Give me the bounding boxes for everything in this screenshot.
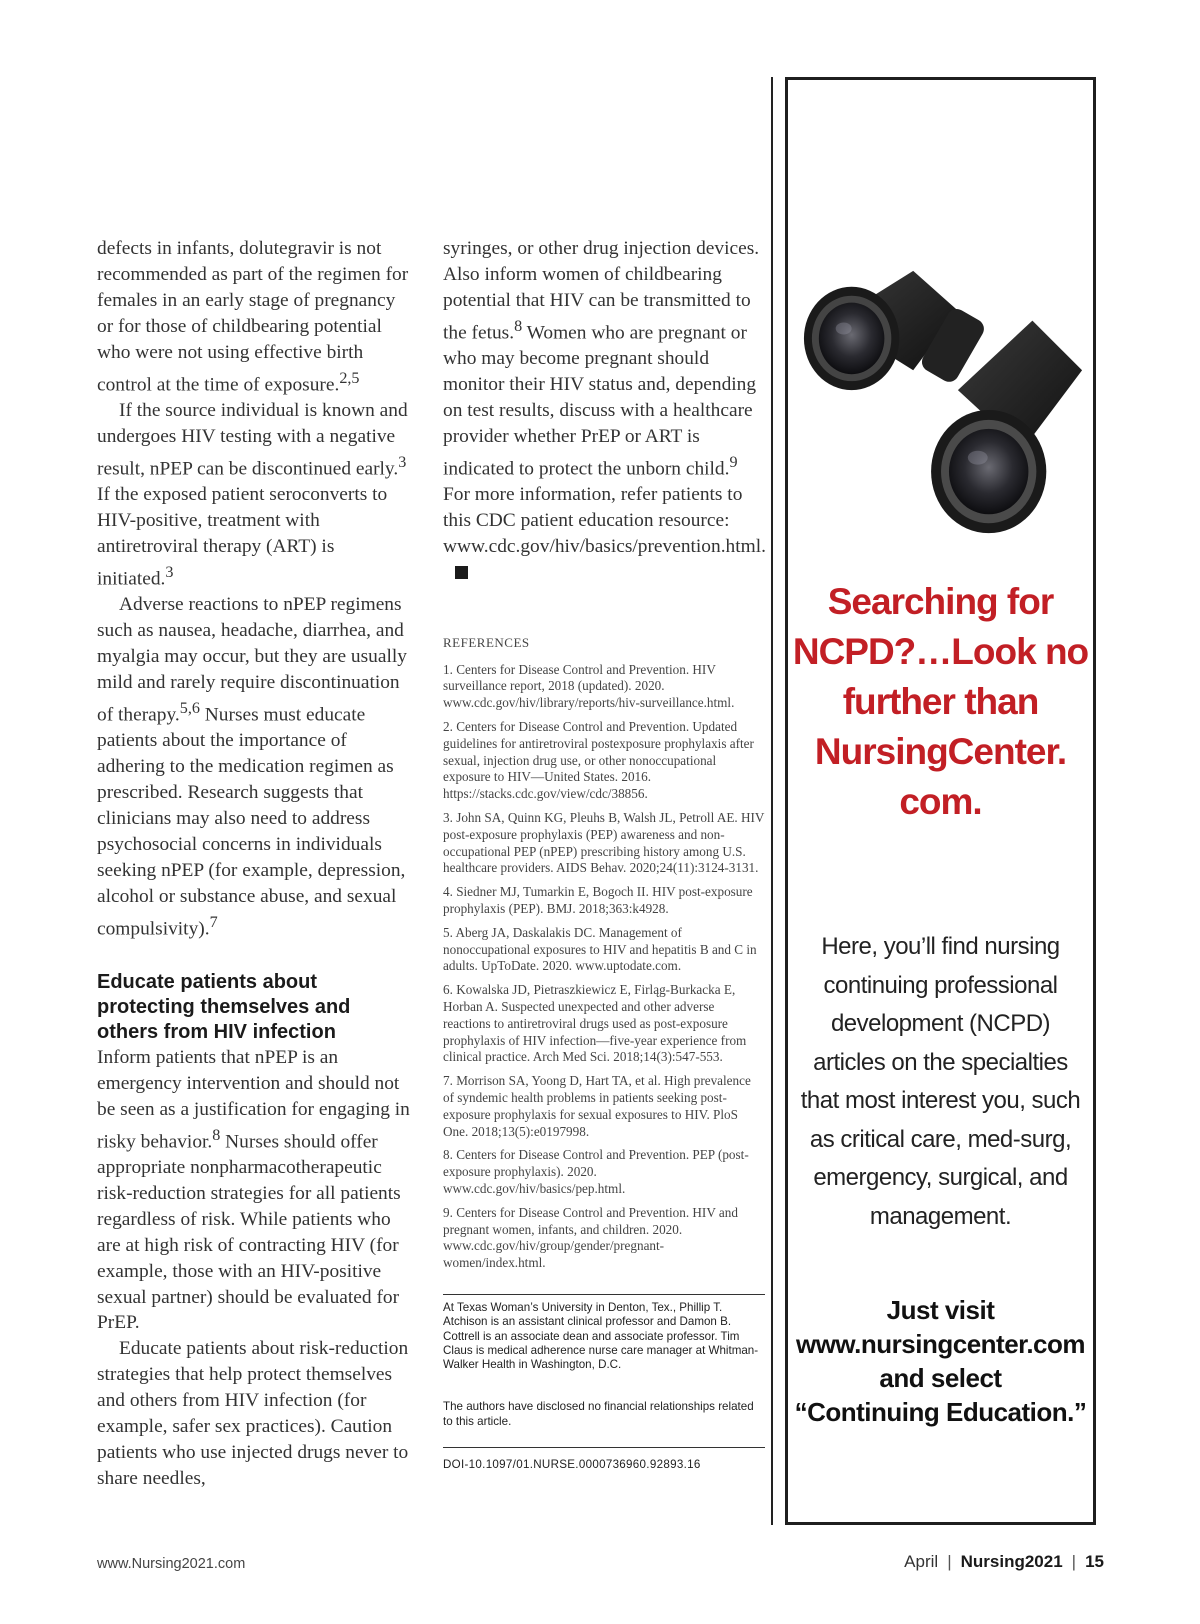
- advertisement-box: [785, 77, 1096, 1525]
- ad-cta-line: “Continuing Education.”: [794, 1397, 1087, 1427]
- doi: DOI-10.1097/01.NURSE.0000736960.92893.16: [443, 1447, 765, 1478]
- paragraph: syringes, or other drug injection devices. Also inform women of childbearing potential that HIV can be transmitted to the fetus.$^8$ Women who are pregnant or who may become pregnant should monitor their HIV status and, depending on test results, discuss with a healthcare provider whether PrEP or ART is indicated to protect the unborn child.$^9$ For more information, refer patients to this CDC patient education resource: www.cdc.gov/hiv/basics/prevention.html.: [443, 236, 765, 586]
- reference-item: 2. Centers for Disease Control and Prevention. Updated guidelines for antiretroviral postexposure prophylaxis after sexual, injection drug use, or other nonoccupational exposure to HIV—United States. 2016. https://stacks.cdc.gov/view/cdc/38856.: [443, 719, 754, 802]
- footer-page-info: [904, 1552, 1104, 1572]
- article-column-right: [443, 236, 765, 1478]
- ad-body-line: articles on the specialties: [813, 1048, 1068, 1076]
- ad-headline-line: Searching for: [827, 581, 1054, 622]
- ad-headline-line: NursingCenter.: [814, 731, 1067, 772]
- ad-call-to-action: [788, 1293, 1093, 1429]
- ad-cta-line: Just visit: [886, 1295, 995, 1325]
- footer-website[interactable]: www.Nursing2021.com: [97, 1556, 246, 1572]
- paragraph: If the source individual is known and undergoes HIV testing with a negative result, nPEP can be discontinued early.$^3$ If the exposed patient seroconverts to HIV-positive, treatment with antiretroviral therapy (ART) is initiated.$^3$: [97, 399, 408, 590]
- end-of-article-mark: [455, 566, 468, 579]
- reference-item: 9. Centers for Disease Control and Prevention. HIV and pregnant women, infants, and children. 2020. www.cdc.gov/hiv/group/gender/pregnant-women/index.html.: [443, 1204, 738, 1271]
- references-list: [443, 662, 765, 1272]
- page-number: 15: [1085, 1552, 1104, 1571]
- ad-body-line: as critical care, med-surg,: [809, 1125, 1072, 1153]
- ad-website-link[interactable]: www.nursingcenter.com: [795, 1329, 1086, 1359]
- ad-body-text: [796, 928, 1085, 1236]
- ad-body-line: Here, you’ll find nursing: [821, 933, 1060, 960]
- ad-headline-line: NCPD?…Look no: [792, 631, 1089, 672]
- reference-item: 7. Morrison SA, Yoong D, Hart TA, et al. High prevalence of syndemic health problems in patients seeking post-exposure prophylaxis for sexual exposures to HIV. PloS One. 2018;13(5):e0197998.: [443, 1073, 751, 1139]
- author-affiliation: At Texas Woman’s University in Denton, Tex., Phillip T. Atchison is an assistant clinical professor and Damon B. Cottrell is an associate dean and associate professor. Tim Claus is medical adherence nurse care manager at Whitman-Walker Health in Washington, D.C.: [443, 1294, 765, 1372]
- disclosure: The authors have disclosed no financial relationships related to this article.: [443, 1400, 754, 1428]
- footer-magazine-name: Nursing2021: [960, 1552, 1063, 1571]
- paragraph: Inform patients that nPEP is an emergency intervention and should not be seen as a justification for engaging in risky behavior.$^8$ Nurses should offer appropriate nonpharmacotherapeutic risk-reduction strategies for all patients regardless of risk. While patients who are at high risk of contracting HIV (for example, those with an HIV-positive sexual partner) should be evaluated for PrEP.: [97, 1046, 410, 1334]
- footer-separator: |: [947, 1552, 952, 1571]
- reference-item: 6. Kowalska JD, Pietraszkiewicz E, Firląg-Burkacka E, Horban A. Suspected unexpected and other adverse reactions to antiretroviral drugs used as post-exposure prophylaxis of HIV infection—five-year experience from clinical practice. Arch Med Sci. 2018;14(3):547-553.: [443, 982, 747, 1065]
- reference-item: 1. Centers for Disease Control and Prevention. HIV surveillance report, 2018 (updated). 2020. www.cdc.gov/hiv/library/reports/hiv-surveillance.html.: [443, 661, 735, 711]
- ad-body-line: that most interest you, such: [800, 1087, 1081, 1114]
- ad-headline-line: com.: [899, 781, 982, 822]
- ad-body-line: emergency, surgical, and: [813, 1164, 1068, 1191]
- reference-item: 8. Centers for Disease Control and Prevention. PEP (post-exposure prophylaxis). 2020. www.cdc.gov/hiv/basics/pep.html.: [443, 1147, 749, 1196]
- binoculars-icon: [794, 250, 1092, 560]
- article-column-left: [97, 236, 415, 1492]
- ad-body-line: continuing professional: [823, 971, 1058, 999]
- reference-item: 5. Aberg JA, Daskalakis DC. Management of nonoccupational exposures to HIV and hepatitis B and C in adults. UpToDate. 2020. www.uptodate.com.: [443, 924, 757, 974]
- paragraph: Adverse reactions to nPEP regimens such as nausea, headache, diarrhea, and myalgia may occur, but they are usually mild and rarely require discontinuation of therapy.$^{5,6}$ Nurses must educate patients about the importance of adhering to the medication regimen as prescribed. Research suggests that clinicians may also need to address psychosocial concerns in individuals seeking nPEP (for example, depression, alcohol or substance abuse, and sexual compulsivity).$^7$: [97, 594, 407, 939]
- reference-item: 3. John SA, Quinn KG, Pleuhs B, Walsh JL, Petroll AE. HIV post-exposure prophylaxis (PEP) awareness and non-occupational PEP (nPEP) prescribing history among U.S. healthcare providers. AIDS Behav. 2020;24(11):3124-3131.: [443, 810, 765, 876]
- ad-cta-line: and select: [879, 1363, 1002, 1393]
- ad-body-line: development (NCPD): [830, 1010, 1051, 1037]
- paragraph: Educate patients about risk-reduction strategies that help protect themselves and others from HIV infection (for example, safer sex practices). Caution patients who use injected drugs never to share needles,: [97, 1338, 409, 1489]
- paragraph: defects in infants, dolutegravir is not recommended as part of the regimen for females in an early stage of pregnancy or for those of childbearing potential who were not using effective birth control at the time of exposure.$^{2,5}$: [97, 238, 409, 395]
- ad-headline-line: further than: [842, 681, 1039, 722]
- section-heading: Educate patients about protecting themselves and others from HIV infection: [97, 970, 351, 1043]
- references-heading: REFERENCES: [443, 634, 530, 650]
- footer-month: April: [904, 1552, 939, 1571]
- column-divider: [771, 77, 773, 1525]
- reference-item: 4. Siedner MJ, Tumarkin E, Bogoch II. HIV post-exposure prophylaxis (PEP). BMJ. 2018;363:k4928.: [443, 884, 753, 916]
- ad-headline: [788, 577, 1093, 827]
- ad-body-line: management.: [869, 1202, 1012, 1230]
- footer-separator: |: [1071, 1552, 1077, 1571]
